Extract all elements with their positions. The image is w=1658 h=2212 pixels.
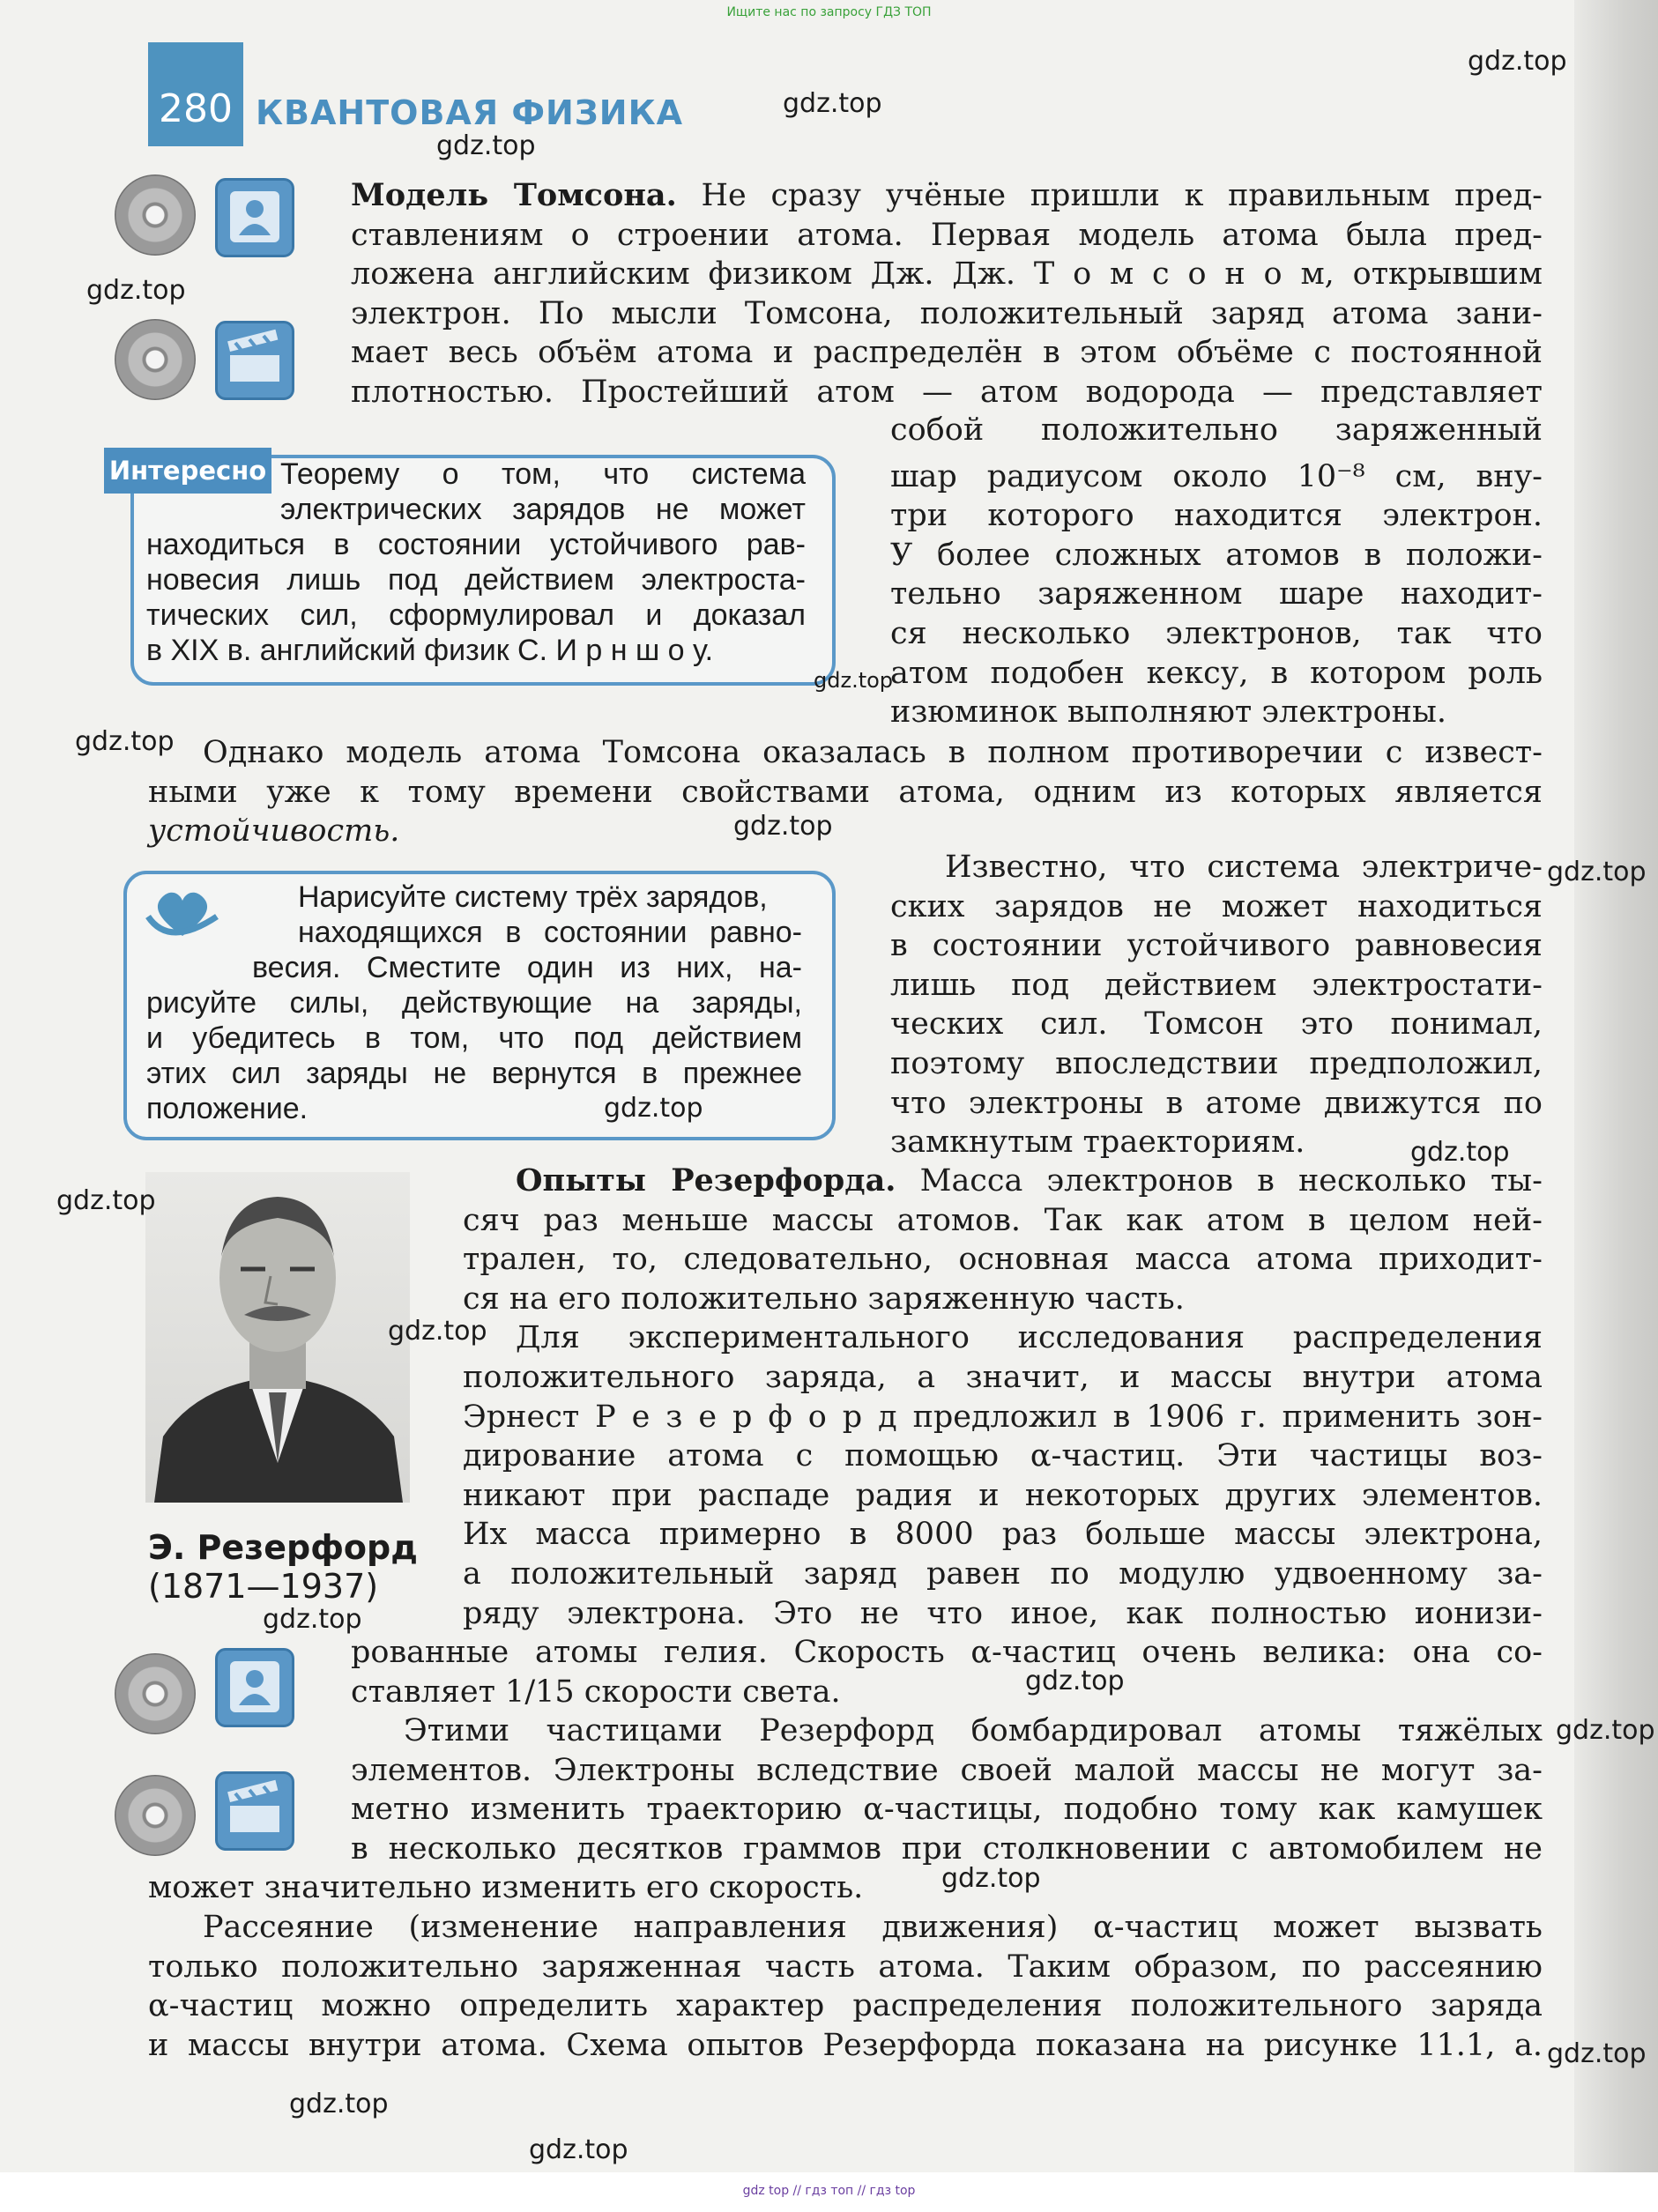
text-line: и массы внутри атома. Схема опытов Резерфорда показана на рисунке 11.1, а. [148, 2027, 1543, 2063]
text-line: весия. Сместите один из них, на- [252, 951, 802, 984]
text-line: шар радиусом около 10⁻⁸ см, вну- [890, 458, 1543, 494]
text-line: Нарисуйте систему трёх зарядов, [298, 880, 768, 914]
paragraph-heading: Опыты Резерфорда. [516, 1162, 896, 1199]
paragraph-rutherford-continued [351, 1633, 1543, 1711]
interesting-box-text [146, 457, 806, 668]
interesting-badge: Интересно [104, 448, 271, 494]
page-edge-shadow [1574, 0, 1658, 2172]
text-line: ся на его положительно заряженную часть. [463, 1280, 1185, 1317]
text-line: трален, то, следовательно, основная масса атома приходит- [463, 1242, 1543, 1278]
text-line: лишь под действием электростати- [890, 967, 1543, 1003]
text-line: ными уже к тому времени свойствами атома, одним из которых является [148, 774, 1543, 810]
text-line: находящихся в состоянии равно- [298, 916, 802, 949]
text-line: собой положительно заряженный [890, 412, 1543, 448]
text-line: изюминок выполняют электроны. [890, 694, 1446, 731]
text-line: плотностью. Простейший атом — атом водорода — представляет [351, 374, 1543, 410]
paragraph-bombard [351, 1711, 1543, 1868]
page-number: 280 [159, 86, 233, 131]
watermark: gdz.top [941, 1863, 1041, 1894]
watermark: gdz.top [783, 88, 882, 119]
person-icon[interactable] [215, 178, 294, 257]
text-line: Рассеяние (изменение направления движения) α-частиц может вызвать [203, 1910, 1543, 1945]
text-line: α-частиц можно определить характер распределения положительного заряда [148, 1988, 1543, 2024]
cd-icon[interactable] [115, 174, 196, 256]
text-line: ских зарядов не может находиться [890, 888, 1543, 924]
text-line: новесия лишь под действием электроста- [146, 563, 806, 597]
text-line: Известно, что система электриче- [945, 850, 1543, 885]
cd-icon[interactable] [115, 319, 196, 400]
top-search-note: Ищите нас по запросу ГДЗ ТОП [726, 5, 932, 19]
watermark: gdz.top [388, 1316, 487, 1347]
text-line: ческих сил. Томсон это понимал, [890, 1006, 1543, 1043]
paragraph-thomson-column [890, 411, 1543, 732]
text-line: может значительно изменить его скорость. [148, 1870, 864, 1905]
watermark: gdz.top [1025, 1666, 1125, 1696]
text-line: элементов. Электроны вследствие своей малой массы не могут за- [351, 1752, 1543, 1788]
text-line: дирование атома с помощью α-частиц. Эти частицы воз- [463, 1438, 1543, 1474]
text-line: Однако модель атома Томсона оказалась в полном противоречии с извест- [203, 735, 1543, 770]
task-box-text [146, 880, 802, 1126]
text-line: что электроны в атоме движутся по [890, 1085, 1543, 1121]
watermark: gdz.top [86, 275, 186, 306]
text-line: никают при распаде радия и некоторых других элементов. [463, 1477, 1543, 1513]
text-line: Для экспериментального исследования распределения [516, 1320, 1543, 1356]
text-line: только положительно заряженная часть атома. Таким образом, по рассеянию [148, 1948, 1543, 1985]
watermark: gdz.top [733, 811, 833, 842]
text-line: тельно заряженном шаре находит- [890, 576, 1543, 612]
text-line: в XIX в. английский физик С. И р н ш о у. [146, 634, 714, 667]
text-line: находиться в состоянии устойчивого рав- [146, 528, 806, 561]
text-line: Этими частицами Резерфорд бомбардировал атомы тяжёлых [404, 1713, 1543, 1748]
paragraph-heading: Модель Томсона. [351, 177, 677, 213]
watermark: gdz.top [1468, 46, 1567, 77]
text-line: электрон. По мысли Томсона, положительный заряд атома зани- [351, 295, 1543, 331]
watermark: gdz.top [814, 668, 894, 693]
bottom-footer-note: gdz top // гдз топ // гдз top [742, 2184, 916, 2198]
text-line: в состоянии устойчивого равновесия [890, 928, 1543, 964]
text-line: ся несколько электронов, так что [890, 615, 1543, 651]
paragraph-bombard-end [148, 1868, 1543, 1908]
text-line: ряду электрона. Это не что иное, как полностью ионизи- [463, 1595, 1543, 1631]
text-line: атом подобен кексу, в котором роль [890, 655, 1543, 691]
cd-icon[interactable] [115, 1653, 196, 1734]
watermark: gdz.top [1547, 2038, 1647, 2069]
paragraph-known [890, 848, 1543, 1162]
watermark: gdz.top [263, 1604, 362, 1635]
text-line: и убедитесь в том, что под действием [146, 1021, 802, 1055]
text-line: У более сложных атомов в положи- [890, 537, 1543, 573]
text-line: Их масса примерно в 8000 раз больше массы электрона, [463, 1517, 1543, 1553]
text-line: этих сил заряды не вернутся в прежнее [146, 1057, 802, 1090]
text-line: рованные атомы гелия. Скорость α-частиц очень велика: она со- [351, 1635, 1543, 1670]
watermark: gdz.top [529, 2134, 628, 2165]
watermark: gdz.top [1410, 1137, 1510, 1168]
text-line: метно изменить траекторию α-частицы, подобно тому как камушек [351, 1792, 1543, 1828]
watermark: gdz.top [604, 1093, 703, 1124]
text-line: мает весь объём атома и распределён в этом объёме с постоянной [351, 335, 1543, 371]
watermark: gdz.top [436, 130, 536, 161]
portrait-caption-years: (1871—1937) [148, 1567, 379, 1606]
watermark: gdz.top [1556, 1715, 1655, 1746]
text-line: Теорему о том, что система [280, 457, 806, 491]
clapperboard-icon[interactable] [215, 1771, 294, 1851]
clapperboard-icon[interactable] [215, 321, 294, 400]
watermark: gdz.top [56, 1185, 156, 1216]
portrait-caption-name: Э. Резерфорд [148, 1528, 418, 1567]
watermark: gdz.top [75, 726, 175, 757]
watermark: gdz.top [1547, 857, 1647, 887]
text-line: электрических зарядов не может [280, 493, 806, 526]
text-line: устойчивость. [148, 813, 400, 850]
text-line: в несколько десятков граммов при столкновении с автомобилем не [351, 1830, 1543, 1867]
text-line: ложена английским физиком Дж. Дж. Т о м с о н о м, открывшим [351, 256, 1543, 293]
text-line: поэтому впоследствии предположил, [890, 1045, 1543, 1081]
paragraph-contradiction [148, 733, 1543, 851]
text-line: рисуйте силы, действующие на заряды, [146, 986, 802, 1020]
watermark: gdz.top [289, 2089, 389, 2119]
text-line: три которого находится электрон. [890, 498, 1543, 534]
text-line: замкнутым траекториям. [890, 1125, 1305, 1161]
section-title: КВАНТОВАЯ ФИЗИКА [256, 93, 684, 132]
paragraph-scatter [148, 1908, 1543, 2065]
text-line: положительного заряда, а значит, и массы внутри атома [463, 1359, 1543, 1395]
rutherford-portrait [145, 1172, 410, 1503]
text-line: а положительный заряд равен по модулю удвоенному за- [463, 1555, 1543, 1592]
text-line: тических сил, сформулировал и доказал [146, 598, 806, 632]
text-line: Не сразу учёные пришли к правильным пред- [676, 178, 1543, 213]
text-line: сяч раз меньше массы атомов. Так как атом в целом ней- [463, 1202, 1543, 1238]
text-line: Масса электронов в несколько ты- [896, 1163, 1543, 1199]
text-line: ставлениям о строении атома. Первая модель атома была пред- [351, 217, 1543, 253]
paragraph-rutherford [463, 1162, 1543, 1633]
text-line: положение. [146, 1092, 309, 1125]
paragraph-thomson-intro [351, 176, 1543, 412]
text-line: Эрнест Р е з е р ф о р д предложил в 1906 г. применить зон- [463, 1399, 1543, 1435]
text-line: ставляет 1/15 скорости света. [351, 1674, 841, 1710]
person-icon[interactable] [215, 1648, 294, 1727]
cd-icon[interactable] [115, 1775, 196, 1856]
